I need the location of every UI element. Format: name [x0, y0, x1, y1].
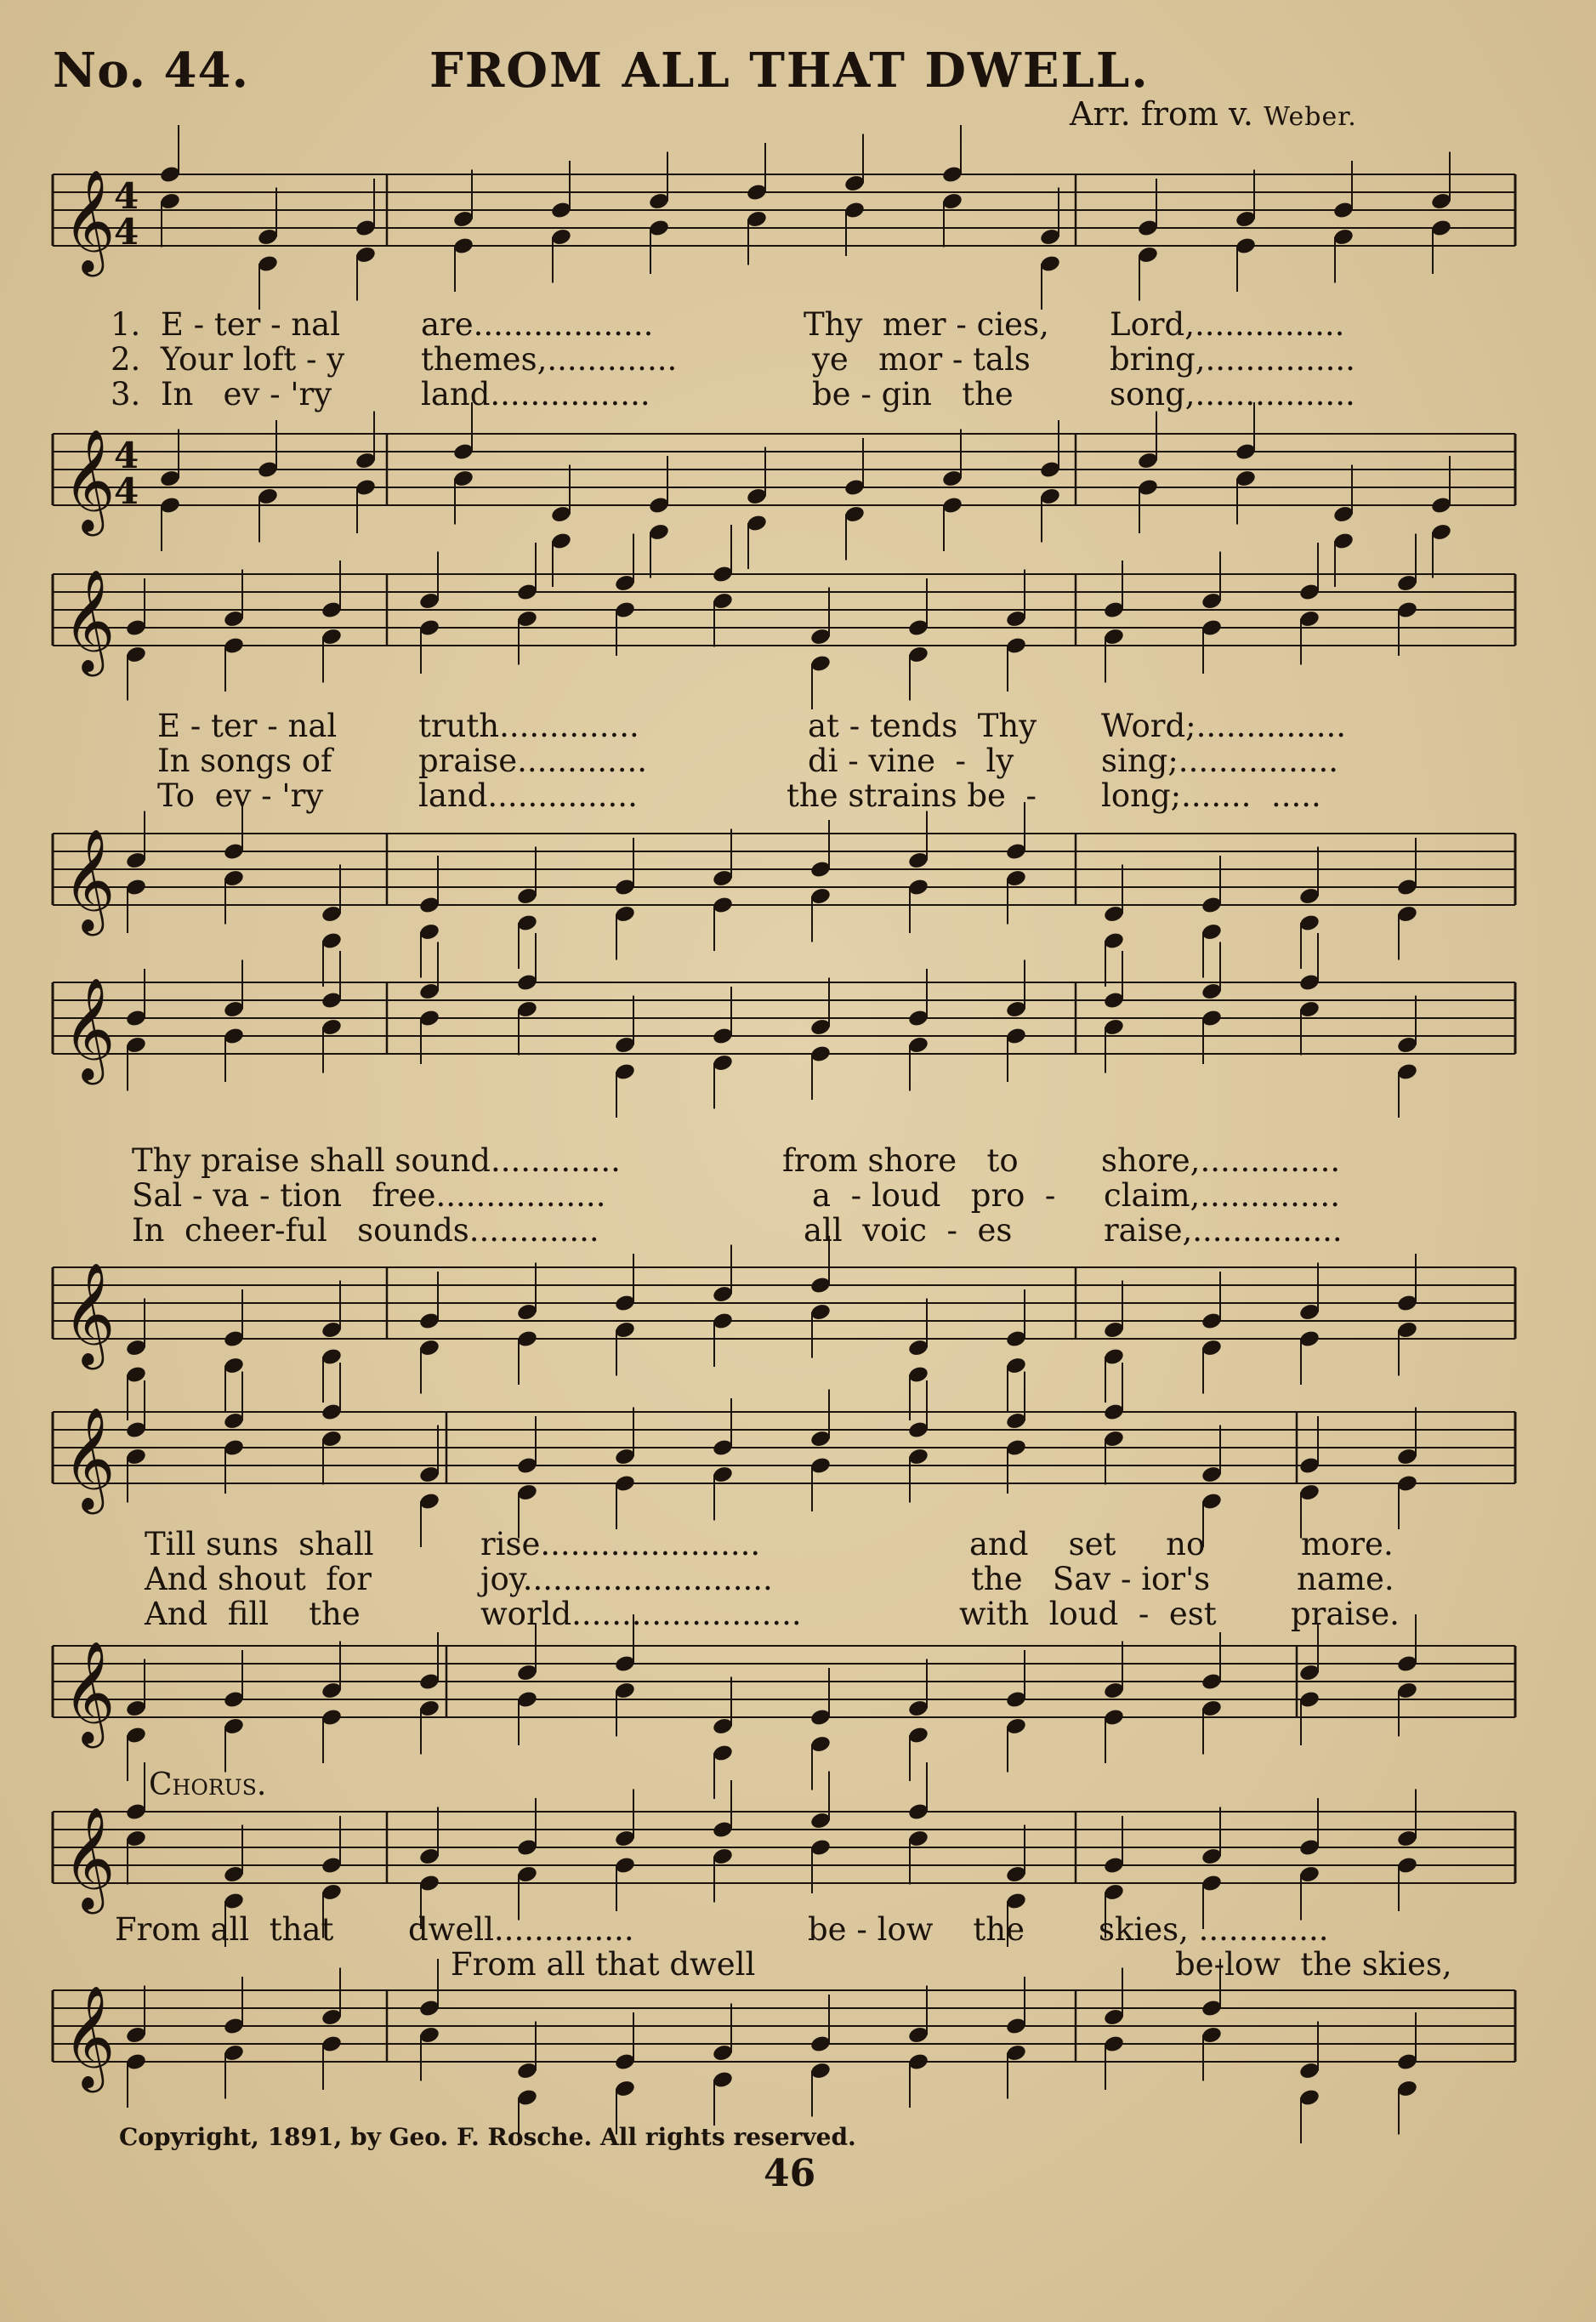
lyric-s4-l1-a: Till suns shall [145, 1526, 374, 1562]
lyric-s1-l1-c: Thy mer - cies, [804, 306, 1049, 343]
lyric-s4-l3-c: with loud - est [959, 1596, 1217, 1632]
lyric-s2-l2-b: praise............. [418, 743, 648, 779]
lyric-s3-l3-c: raise,............... [1104, 1212, 1343, 1249]
lyric-s1-l1-a: 1. E - ter - nal [111, 306, 341, 343]
lyric-s4-l3-b: world....................... [480, 1596, 802, 1632]
lyric-s2-l1-d: Word;............... [1101, 708, 1347, 744]
lyric-s1-l2-a: 2. Your loft - y [111, 341, 345, 378]
treble-clef-icon: 𝄞 [63, 1406, 116, 1510]
lyric-s3-l3-a: In cheer-ful sounds............. [132, 1212, 599, 1249]
lyric-s5-l1-d: skies, ............. [1099, 1911, 1329, 1948]
lyric-s1-l3-d: song,................ [1110, 376, 1355, 413]
lyric-s4-l3-d: praise. [1291, 1596, 1400, 1632]
chorus-label: Chorus. [149, 1767, 267, 1802]
page-number: 46 [764, 2152, 816, 2195]
lyric-s2-l3-a: To ev - 'ry [157, 777, 324, 814]
lyric-s4-l2-d: name. [1297, 1561, 1394, 1597]
bass-staff-1 [0, 417, 1596, 561]
time-signature-bottom: 4 [114, 470, 139, 512]
lyric-s1-l3-b: land................ [421, 376, 650, 413]
lyric-s4-l1-c: and set no [969, 1526, 1206, 1562]
lyric-s1-l2-d: bring,............... [1110, 341, 1355, 378]
lyric-s1-l2-c: ye mor - tals [812, 341, 1031, 378]
lyric-s1-l1-d: Lord,............... [1110, 306, 1345, 343]
lyric-s5-l1-a: From all that [115, 1911, 334, 1948]
lyric-s2-l3-b: land............... [418, 777, 638, 814]
lyric-s2-l1-a: E - ter - nal [157, 708, 338, 744]
lyric-s5-l1-c: be - low the [808, 1911, 1025, 1948]
lyric-s2-l3-d: long;....... ..... [1101, 777, 1321, 814]
treble-clef-icon: 𝄞 [63, 1640, 116, 1744]
arranger-prefix: Arr. from v. [1070, 95, 1254, 133]
lyric-s4-l3-a: And fill the [145, 1596, 361, 1632]
lyric-s2-l1-c: at - tends Thy [808, 708, 1037, 744]
treble-clef-icon: 𝄞 [63, 1261, 116, 1365]
lyric-s3-l3-b: all voic - es [804, 1212, 1013, 1249]
lyric-s5-l1-b: dwell.............. [408, 1911, 634, 1948]
arranger-credit [1070, 95, 1357, 133]
time-signature-bottom: 4 [114, 211, 139, 253]
treble-clef-icon: 𝄞 [63, 828, 116, 931]
lyric-s5-lower-b: be-low the skies, [1175, 1946, 1452, 1983]
treble-clef-icon: 𝄞 [63, 168, 116, 272]
treble-staff-1 [0, 157, 1596, 302]
lyric-s3-l2-a: Sal - va - tion free................. [132, 1177, 606, 1214]
lyric-s4-l2-c: the Sav - ior's [971, 1561, 1211, 1597]
lyric-s3-l1-c: shore,.............. [1101, 1142, 1341, 1179]
time-signature-top: 4 [114, 175, 139, 217]
lyric-s4-l1-d: more. [1301, 1526, 1394, 1562]
lyric-s1-l3-c: be - gin the [812, 376, 1014, 413]
treble-staff-2 [0, 557, 1596, 702]
lyric-s3-l1-a: Thy praise shall sound............. [132, 1142, 621, 1179]
treble-staff-4 [0, 1395, 1596, 1539]
lyric-s4-l2-a: And shout for [145, 1561, 372, 1597]
bass-staff-2 [0, 817, 1596, 961]
treble-clef-icon: 𝄞 [63, 1806, 116, 1909]
lyric-s1-l1-b: are.................. [421, 306, 654, 343]
lyric-s3-l2-c: claim,.............. [1104, 1177, 1340, 1214]
treble-clef-icon: 𝄞 [63, 1984, 116, 2088]
lyric-s4-l1-b: rise...................... [480, 1526, 761, 1562]
lyric-s5-lower-a: From all that dwell [451, 1946, 756, 1983]
lyric-s2-l2-d: sing;................ [1101, 743, 1338, 779]
lyric-s2-l2-c: di - vine - ly [808, 743, 1014, 779]
copyright-notice: Copyright, 1891, by Geo. F. Rosche. All rights reserved. [119, 2123, 856, 2151]
lyric-s3-l1-b: from shore to [782, 1142, 1019, 1179]
treble-staff-3 [0, 965, 1596, 1110]
lyric-s2-l3-c: the strains be - [787, 777, 1037, 814]
bass-staff-5 [0, 1973, 1596, 2118]
treble-clef-icon: 𝄞 [63, 976, 116, 1080]
lyric-s3-l2-b: a - loud pro - [812, 1177, 1056, 1214]
hymn-number: No. 44. [53, 43, 249, 99]
lyric-s4-l2-b: joy......................... [480, 1561, 773, 1597]
treble-clef-icon: 𝄞 [63, 568, 116, 672]
lyric-s2-l2-a: In songs of [157, 743, 332, 779]
bass-staff-3 [0, 1250, 1596, 1395]
lyric-s2-l1-b: truth.............. [418, 708, 639, 744]
hymn-title: FROM ALL THAT DWELL. [429, 43, 1150, 99]
bass-staff-4 [0, 1629, 1596, 1773]
time-signature-top: 4 [114, 435, 139, 476]
treble-staff-5 [0, 1795, 1596, 1922]
treble-clef-icon: 𝄞 [63, 428, 116, 532]
arranger-name: Weber. [1264, 102, 1357, 132]
lyric-s1-l3-a: 3. In ev - 'ry [111, 376, 332, 413]
lyric-s1-l2-b: themes,............. [421, 341, 678, 378]
